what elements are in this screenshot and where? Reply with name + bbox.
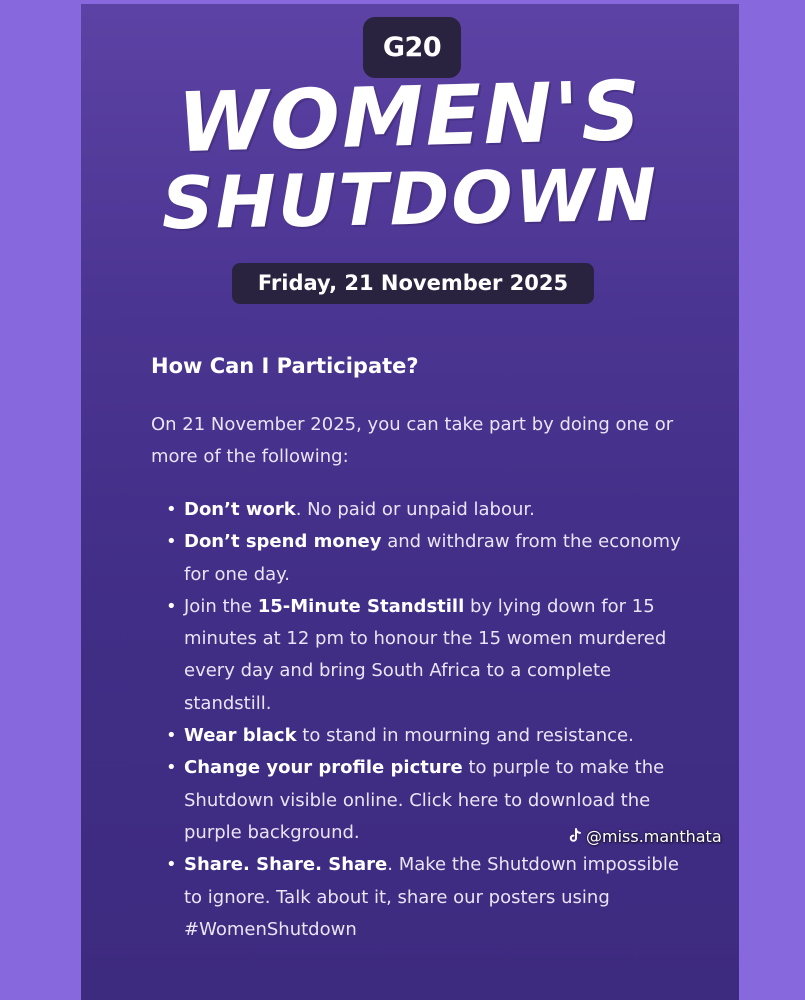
bullet-icon: • [166,499,177,520]
list-item-bold: Wear black [184,725,297,747]
list-item-text: to stand in mourning and resistance. [296,725,634,747]
list-item-bold: Share. Share. Share [184,854,388,876]
list-item-text: . No paid or unpaid labour. [295,499,535,520]
section-heading: How Can I Participate? [151,354,419,378]
bullet-icon: • [166,757,177,779]
bullet-icon: • [166,595,177,617]
intro-text: On 21 November 2025, you can take part by doing one or more of the following: [151,414,674,467]
watermark[interactable] [568,826,722,848]
list-item [163,591,693,720]
bullet-icon: • [166,854,177,876]
list-item-bold: Change your profile picture [184,757,463,779]
watermark-handle: @miss.manthata [586,827,722,846]
list-item [163,849,693,946]
list-item-text: . Make the Shutdown impossible to ignore. Talk about it, share our posters using #WomenShutdown [184,854,679,940]
list-item-text: to purple to make the Shutdown visible online. Click here to download the purple background. [184,757,665,843]
title-shutdown: SHUTDOWN [161,152,659,246]
participation-list [163,494,693,946]
g20-badge: G20 [363,17,461,78]
tiktok-icon [568,828,582,844]
date-badge: Friday, 21 November 2025 [232,263,594,304]
bullet-icon: • [166,531,177,553]
bullet-icon: • [166,725,177,747]
list-item-pre: Join the [184,595,258,617]
list-item-text: and withdraw from the economy for one day. [184,531,681,585]
list-item [163,526,693,591]
list-item-bold: 15-Minute Standstill [257,595,465,617]
list-item [163,720,693,752]
title-womens: WOMEN'S [176,63,644,172]
list-item-bold: Don’t work [184,499,296,520]
list-item [163,494,693,526]
poster [81,4,739,1000]
list-item-bold: Don’t spend money [184,531,382,553]
list-item-text: by lying down for 15 minutes at 12 pm to honour the 15 women murdered every day and bring South Africa to a complete standstill. [184,595,667,714]
